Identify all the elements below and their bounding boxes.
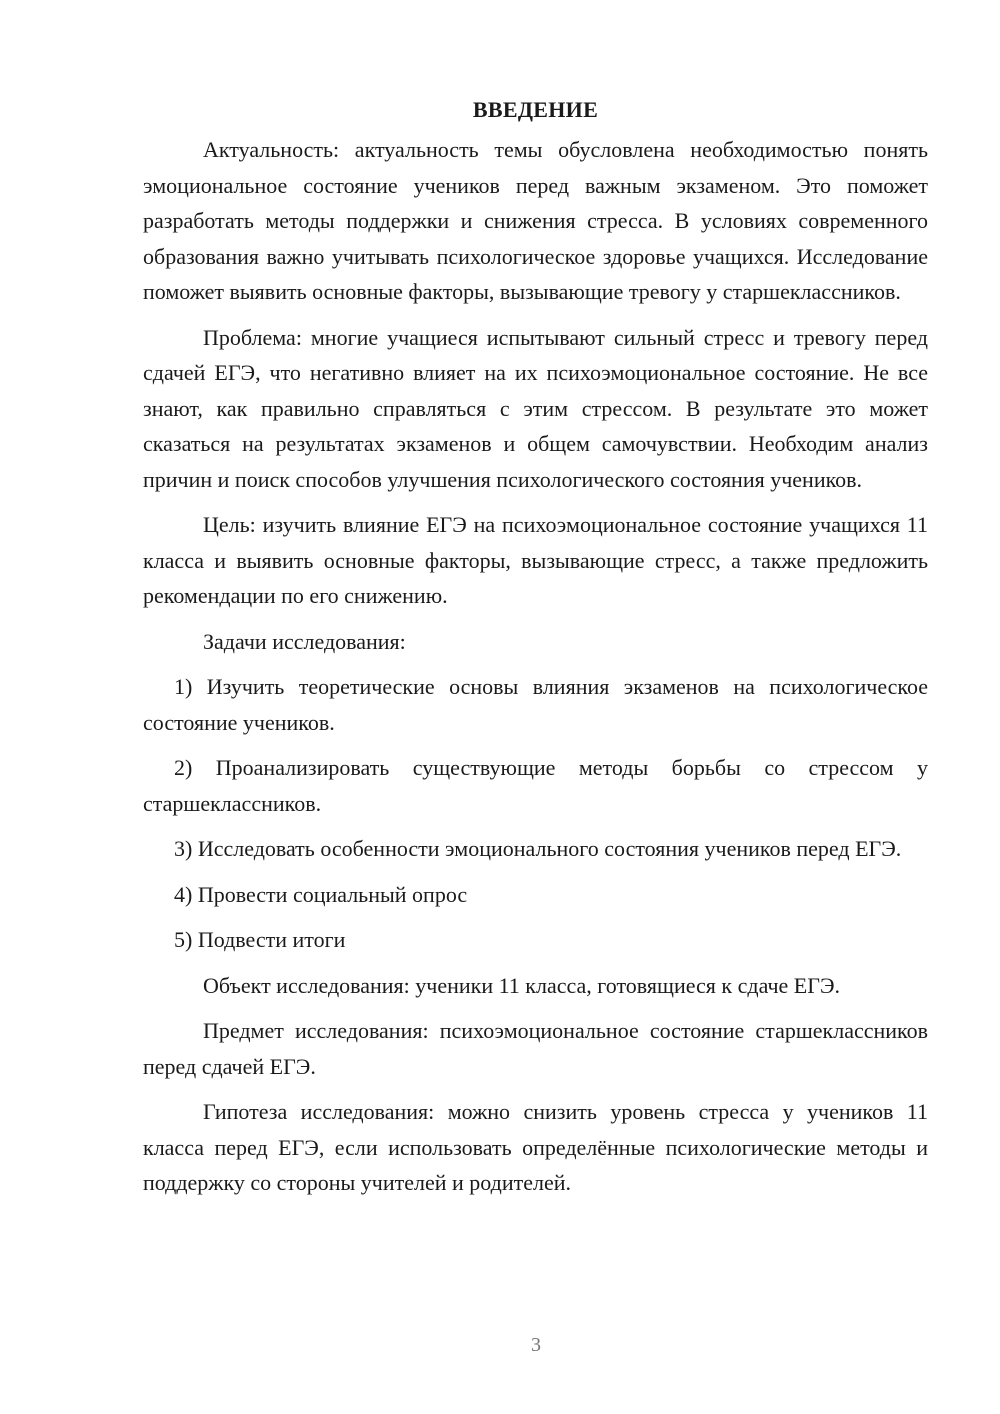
tasks-heading: Задачи исследования: [203,628,406,654]
task-item-5: 5) Подвести итоги [174,927,346,952]
hypothesis-paragraph: Гипотеза исследования: можно снизить уровень стресса у учеников 11 класса перед ЕГЭ, если использовать определённые психологические методы и поддержку со стороны учителей и родителей. [143,1099,928,1195]
subject-paragraph: Предмет исследования: психоэмоциональное состояние старшеклассников перед сдачей ЕГЭ. [143,1018,928,1079]
problem-paragraph: Проблема: многие учащиеся испытывают сильный стресс и тревогу перед сдачей ЕГЭ, что негативно влияет на их психоэмоциональное состояние. Не все знают, как правильно справляться с этим стрессом. В результате это может сказаться на результатах экзаменов и общем самочувствии. Необходим анализ причин и поиск способов улучшения психологического состояния учеников. [143,324,928,492]
relevance-paragraph: Актуальность: актуальность темы обусловлена необходимостью понять эмоциональное состояние учеников перед важным экзаменом. Это поможет разработать методы поддержки и снижения стресса. В условиях современного образования важно учитывать психологическое здоровье учащихся. Исследование поможет выявить основные факторы, вызывающие тревогу у старшеклассников. [143,137,928,304]
page-number: 3 [531,1334,541,1356]
task-item-3: 3) Исследовать особенности эмоционального состояния учеников перед ЕГЭ. [174,836,902,861]
goal-paragraph: Цель: изучить влияние ЕГЭ на психоэмоциональное состояние учащихся 11 класса и выявить основные факторы, вызывающие стресс, а также предложить рекомендации по его снижению. [143,512,928,608]
section-title: ВВЕДЕНИЕ [472,97,599,122]
task-item-2: 2) Проанализировать существующие методы борьбы со стрессом у старшеклассников. [143,755,928,816]
object-paragraph: Объект исследования: ученики 11 класса, готовящиеся к сдаче ЕГЭ. [203,972,840,998]
task-item-4: 4) Провести социальный опрос [174,881,468,907]
task-item-1: 1) Изучить теоретические основы влияния экзаменов на психологическое состояние учеников. [143,674,928,735]
document-page [143,96,928,1201]
